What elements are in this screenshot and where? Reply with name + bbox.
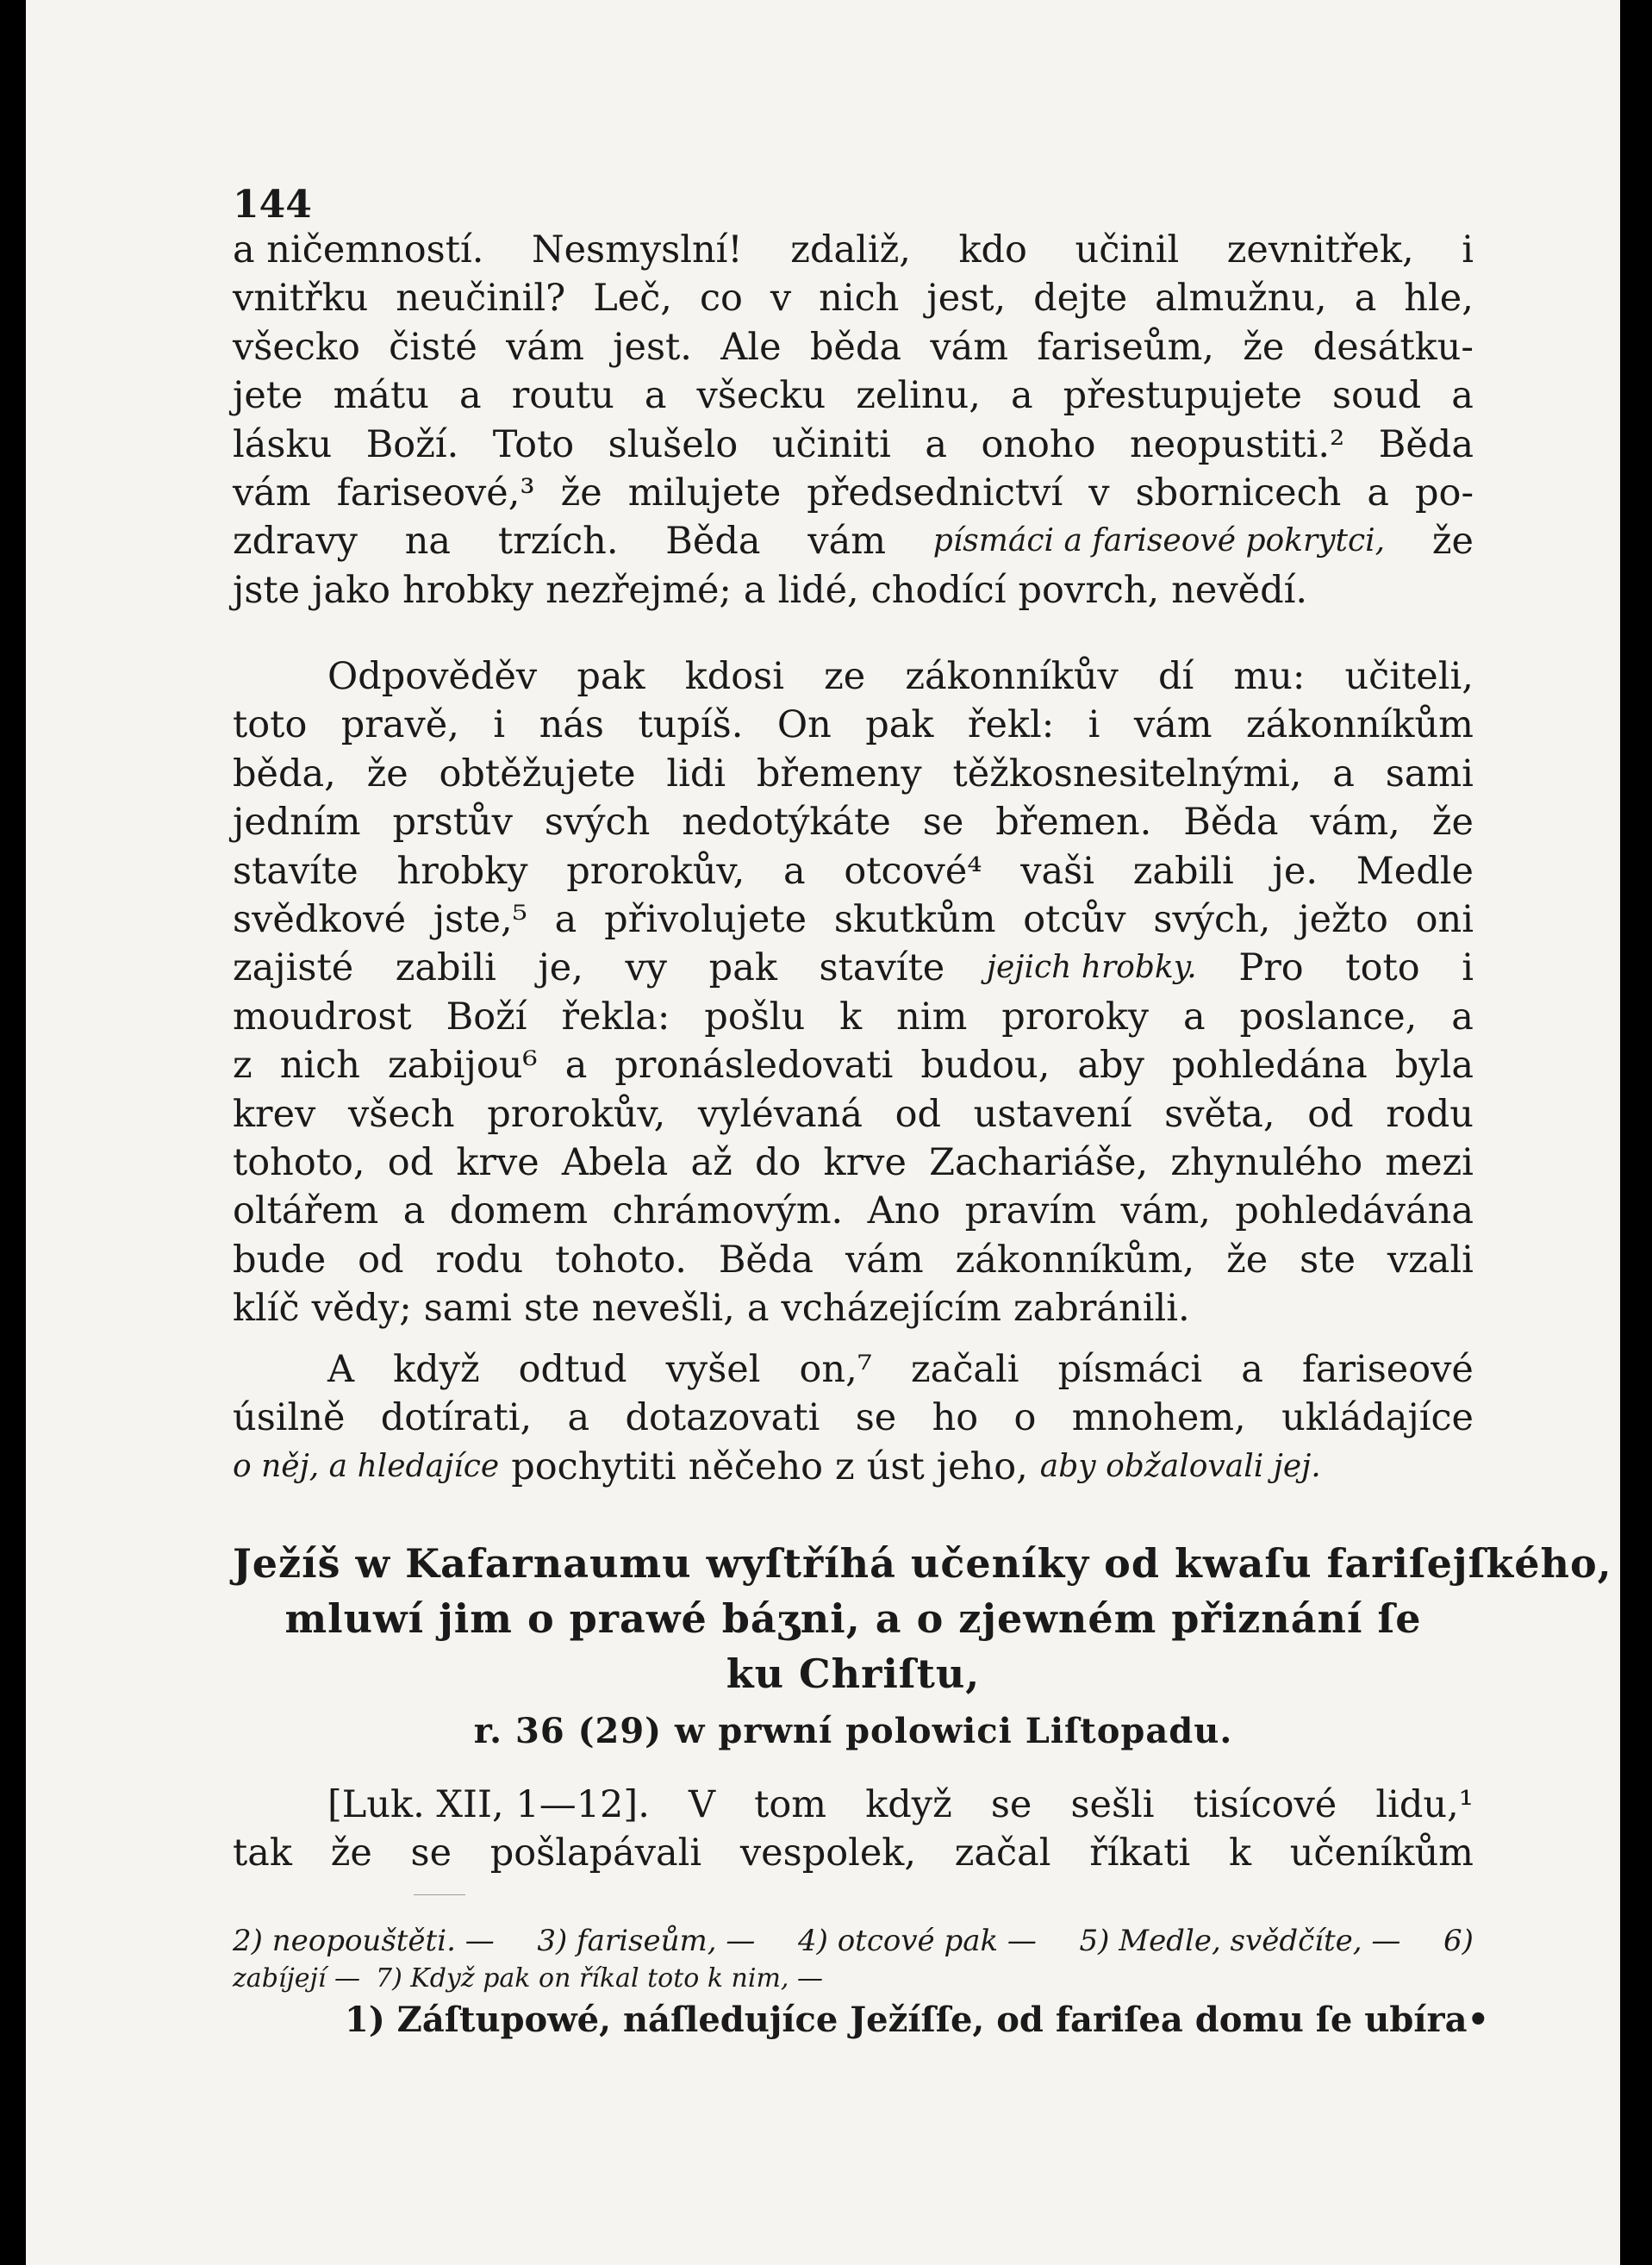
section-heading [233,1536,1612,1762]
word: toto [233,703,308,747]
word: moudrost [233,995,412,1039]
word: ježto [1298,897,1388,941]
word: zajisté [233,946,354,990]
word: o [1013,1396,1037,1440]
word: jete [233,374,303,418]
word: k [1228,1831,1252,1875]
word: sešli [1070,1783,1155,1826]
text-line [233,701,1474,749]
word: vyšel [665,1348,761,1391]
text-line [233,371,1474,420]
word: se [990,1783,1032,1826]
word: dotírati, [380,1396,533,1440]
word: učeníkům [1289,1831,1474,1875]
word: z [835,1444,855,1488]
word: nevešli, [591,1287,735,1331]
word: Boží. [365,422,459,466]
word: písmáci a fariseové pokrytci, [932,523,1386,559]
word: vespolek, [739,1831,917,1875]
word: hrobky [402,568,534,612]
word: i [493,703,506,747]
word: jejich hrobky. [986,950,1197,986]
word: a [1010,374,1033,418]
word: a [1332,752,1355,796]
word: Pro [1238,946,1304,990]
word: bude [233,1238,327,1282]
word: břemen. [995,801,1152,845]
footnote-item: zabíjejí — [233,1963,360,1994]
word: vzali [1387,1238,1474,1282]
word: co [699,277,743,321]
word: od [387,1140,434,1184]
text-line [233,517,1474,565]
word: prstův [392,801,513,845]
footnote-divider [414,1894,465,1895]
text-line [233,1394,1474,1442]
text-line [233,469,1474,517]
word: vám [807,520,886,564]
word: zdravy [233,520,358,564]
word: zabijou⁶ [387,1044,538,1088]
word: čisté [389,325,477,369]
word: on,⁷ [799,1348,872,1391]
word: pohledávána [1235,1189,1474,1233]
word: zákonníkův [905,655,1119,698]
footnote-line [233,1922,1474,1960]
word: zabili [395,946,496,990]
word: krve [456,1140,539,1184]
word: od [358,1238,404,1282]
word: prorokův, [487,1092,666,1136]
word: říkati [1089,1831,1191,1875]
word: ste [1300,1238,1356,1282]
word: a [459,374,482,418]
word: všecku [696,374,826,418]
word: a ničemností. [233,228,484,271]
word: Medle [1356,849,1474,893]
word: od [1307,1092,1354,1136]
word: vám [930,325,1009,369]
word: almužnu, [1155,277,1327,321]
word: vám [845,1238,924,1282]
text-line [233,1284,1474,1332]
word: vědy; [311,1287,412,1331]
word: budou, [920,1044,1050,1088]
word: úst [866,1444,925,1488]
word: mezi [1385,1140,1474,1184]
word: dejte [1033,277,1128,321]
word: úsilně [233,1396,346,1440]
text-line [233,993,1474,1041]
word: se [855,1396,897,1440]
word: že [560,471,602,515]
word: začal [954,1831,1051,1875]
footnote-item: 5) Medle, svědčíte, — [1079,1924,1401,1958]
word: a [567,1396,590,1440]
word: ustavení [973,1092,1132,1136]
word: pochytiti [511,1444,676,1488]
text-line [233,1829,1474,1877]
word: něčeho [688,1444,824,1488]
word: a [743,568,766,612]
word: Běda [665,520,761,564]
word: mu: [1233,655,1306,698]
word: sami [1385,752,1474,796]
word: chodící [870,568,1007,612]
word: že [330,1831,372,1875]
word: řekl: [967,703,1055,747]
word: vnitřku [233,277,369,321]
word: milujete [627,471,782,515]
word: povrch, [1018,568,1160,612]
word: mátu [333,374,429,418]
word: desátku- [1312,325,1474,369]
word: zabránili. [1013,1287,1190,1331]
word: krve [823,1140,907,1184]
word: vám, [1310,801,1400,845]
word: je. [1272,849,1318,893]
word: když [393,1348,480,1391]
word: po- [1415,471,1474,515]
word: zdaliž, [790,228,911,271]
text-line [233,1187,1474,1235]
word: klíč [233,1287,300,1331]
word: všecko [233,325,360,369]
word: nedotýkáte [682,801,891,845]
word: dí [1157,655,1194,698]
text-line [233,1041,1474,1089]
word: rodu [435,1238,524,1282]
word: pak [865,703,934,747]
footnote-item: 7) Když pak on říkal toto k nim, — [375,1963,823,1994]
footnote-item: 2) neopouštěti. — [233,1924,495,1958]
word: tupíš. [638,703,744,747]
word: ho [932,1396,979,1440]
word: nich [279,1044,360,1088]
word: pronásledovati [614,1044,894,1088]
word: pohledána [1171,1044,1368,1088]
word: mnohem, [1071,1396,1246,1440]
word: a [1451,374,1474,418]
word: písmáci [1057,1348,1203,1391]
word: když [865,1783,952,1826]
word: jeho, [936,1444,1028,1488]
word: Nesmyslní! [531,228,743,271]
footnote-line [233,1960,1474,1998]
word: hle, [1404,277,1474,321]
heading-line: Ježíš w Kafarnaumu wyſtříhá učeníky od kwaſu fariſejſkého, [233,1540,1612,1587]
text-line [233,895,1474,944]
word: Odpověděv [327,655,538,698]
word: začali [911,1348,1019,1391]
text-line [233,323,1474,371]
word: routu [511,374,614,418]
word: pošlapávali [489,1831,702,1875]
word: jedním [233,801,361,845]
word: vám [506,325,584,369]
paragraph-4 [233,1781,1474,1878]
word: proroky [1001,995,1150,1039]
word: skutkům [833,897,996,941]
text-line [233,226,1474,274]
text-line [233,1090,1474,1139]
word: jste [233,568,301,612]
word: Běda [1378,422,1474,466]
heading-line: ku Chriſtu, [726,1650,981,1697]
word: jest. [613,325,692,369]
word: i [1088,703,1100,747]
word: i [1462,228,1474,271]
word: Boží [446,995,527,1039]
word: zabili [1132,849,1234,893]
word: rodu [1386,1092,1474,1136]
word: a [402,1189,426,1233]
word: ukládajíce [1281,1396,1474,1440]
paragraph-1 [233,226,1474,615]
word: lidu,¹ [1375,1783,1474,1826]
word: že [1243,325,1285,369]
text-line [233,274,1474,322]
word: od [895,1092,942,1136]
word: jako [312,568,391,612]
word: pak [708,946,777,990]
word: tohoto, [233,1140,365,1184]
word: neopustiti.² [1129,422,1345,466]
word: Běda [718,1238,814,1282]
book-page [26,0,1620,2265]
footnote-item: 6) [1443,1924,1474,1958]
word: že [366,752,408,796]
word: obtěžujete [439,752,636,796]
word: jest, [926,277,1007,321]
word: v [770,277,792,321]
word: až [690,1140,732,1184]
word: nezřejmé; [545,568,732,612]
word: Abela [561,1140,669,1184]
word: soud [1331,374,1422,418]
word: Zachariáše, [929,1140,1149,1184]
word: řekla: [561,995,670,1039]
word: krev [233,1092,316,1136]
word: pak [577,655,645,698]
word: učinil [1075,228,1180,271]
word: hrobky [396,849,528,893]
word: tisícové [1193,1783,1337,1826]
word: vaši [1020,849,1094,893]
word: vcházejícím [781,1287,1002,1331]
word: se [922,801,964,845]
footnote-item: 3) fariseům, — [537,1924,756,1958]
word: přestupujete [1063,374,1302,418]
word: zhynulého [1170,1140,1363,1184]
word: fariseům, [1037,325,1214,369]
word: onoho [981,422,1096,466]
word: otcův [1023,897,1126,941]
word: vylévaná [697,1092,863,1136]
word: z [233,1044,252,1088]
word: břemeny [756,752,922,796]
word: jste,⁵ [433,897,527,941]
word: pošlu [704,995,806,1039]
word: a [925,422,947,466]
word: těžkosnesitelnými, [952,752,1302,796]
word: učiniti [771,422,891,466]
word: k [839,995,863,1039]
word: trzích. [497,520,619,564]
word: světa, [1164,1092,1275,1136]
word: i [1462,946,1474,990]
word: svých, [1153,897,1271,941]
text-line [233,750,1474,798]
paragraph-2 [233,652,1474,1332]
word: a [644,374,667,418]
word: a [1354,277,1377,321]
word: V [688,1783,716,1826]
word: je, [538,946,583,990]
word: lásku [233,422,333,466]
paragraph-3 [233,1345,1474,1491]
word: a [564,1044,588,1088]
word: a [554,897,577,941]
footnote-item: 4) otcové pak — [797,1924,1037,1958]
word: vy [625,946,668,990]
word: Toto [492,422,575,466]
word: Ale [720,325,782,369]
word: tom [754,1783,827,1826]
word: dotazovati [625,1396,820,1440]
word: nich [819,277,900,321]
word: zelinu, [856,374,981,418]
word: a [783,849,806,893]
heading-date: r. 36 (29) w prwní polowici Liſtopadu. [473,1711,1233,1751]
word: běda, [233,752,336,796]
word: nevědí. [1171,568,1308,612]
word: a [1451,995,1474,1039]
word: Ano [867,1189,941,1233]
word: fariseové [1301,1348,1474,1391]
word: a [1367,471,1390,515]
word: předsednictví [807,471,1063,515]
word: fariseové,³ [336,471,535,515]
word: že [1431,801,1474,845]
word: a [746,1287,770,1331]
word: vám [1133,703,1213,747]
word: poslance, [1239,995,1418,1039]
word: A [327,1348,355,1391]
word: Leč, [593,277,672,321]
word: svých [544,801,651,845]
word: lidé, [777,568,859,612]
word: aby obžalovali jej. [1039,1448,1321,1484]
word: toto [1345,946,1420,990]
footnote-gloss: 1) Záſtupowé, náſledujíce Ježíſſe, od fariſea domu ſe ubíra• [345,2000,1490,2040]
word: otcové⁴ [844,849,982,893]
word: oltářem [233,1189,379,1233]
word: vám, [1120,1189,1211,1233]
word: zákonníkům, [955,1238,1195,1282]
word: sbornicech [1135,471,1342,515]
word: nás [539,703,604,747]
text-line [233,652,1474,701]
word: [Luk. XII, 1—12]. [327,1783,650,1826]
text-line [233,1781,1474,1829]
word: kdosi [684,655,784,698]
word: přivolujete [604,897,807,941]
word: na [404,520,452,564]
word: ste [523,1287,580,1331]
text-line [233,1139,1474,1187]
word: chrámovým. [612,1189,844,1233]
heading-line: mluwí jim o prawé báʒni, a o zjewném přiznání ſe [284,1595,1422,1642]
word: a [1182,995,1206,1039]
word: oni [1415,897,1474,941]
word: domem [449,1189,589,1233]
word: všech [348,1092,455,1136]
word: běda [809,325,902,369]
word: svědkové [233,897,407,941]
word: a [1241,1348,1263,1391]
word: kdo [958,228,1027,271]
word: odtud [518,1348,627,1391]
word: prorokův, [566,849,745,893]
text-line [233,847,1474,895]
word: že [1431,520,1474,564]
word: sami [423,1287,512,1331]
word: stavíte [233,849,358,893]
word: učiteli, [1344,655,1474,698]
word: tohoto. [555,1238,687,1282]
word: že [1226,1238,1269,1282]
word: nim [896,995,968,1039]
word: ze [824,655,866,698]
word: o něj, a hledajíce [233,1448,500,1484]
text-line [233,566,1474,615]
word: aby [1077,1044,1144,1088]
word: do [754,1140,801,1184]
word: Běda [1183,801,1279,845]
text-line [233,1236,1474,1284]
text-line [233,798,1474,846]
word: zákonníkům [1245,703,1474,747]
word: neučinil? [396,277,566,321]
text-line [233,1443,1474,1491]
text-line [233,1345,1474,1394]
word: tak [233,1831,292,1875]
word: lidi [666,752,726,796]
text-line [233,421,1474,469]
word: byla [1394,1044,1474,1088]
word: zevnitřek, [1226,228,1414,271]
word: pravě, [340,703,459,747]
word: vám [233,471,311,515]
text-line [233,944,1474,992]
word: slušelo [608,422,739,466]
word: stavíte [819,946,945,990]
word: v [1088,471,1110,515]
word: On [776,703,832,747]
page-number: 144 [233,183,312,227]
footnotes [233,1922,1490,2043]
word: se [410,1831,452,1875]
word: pravím [964,1189,1097,1233]
